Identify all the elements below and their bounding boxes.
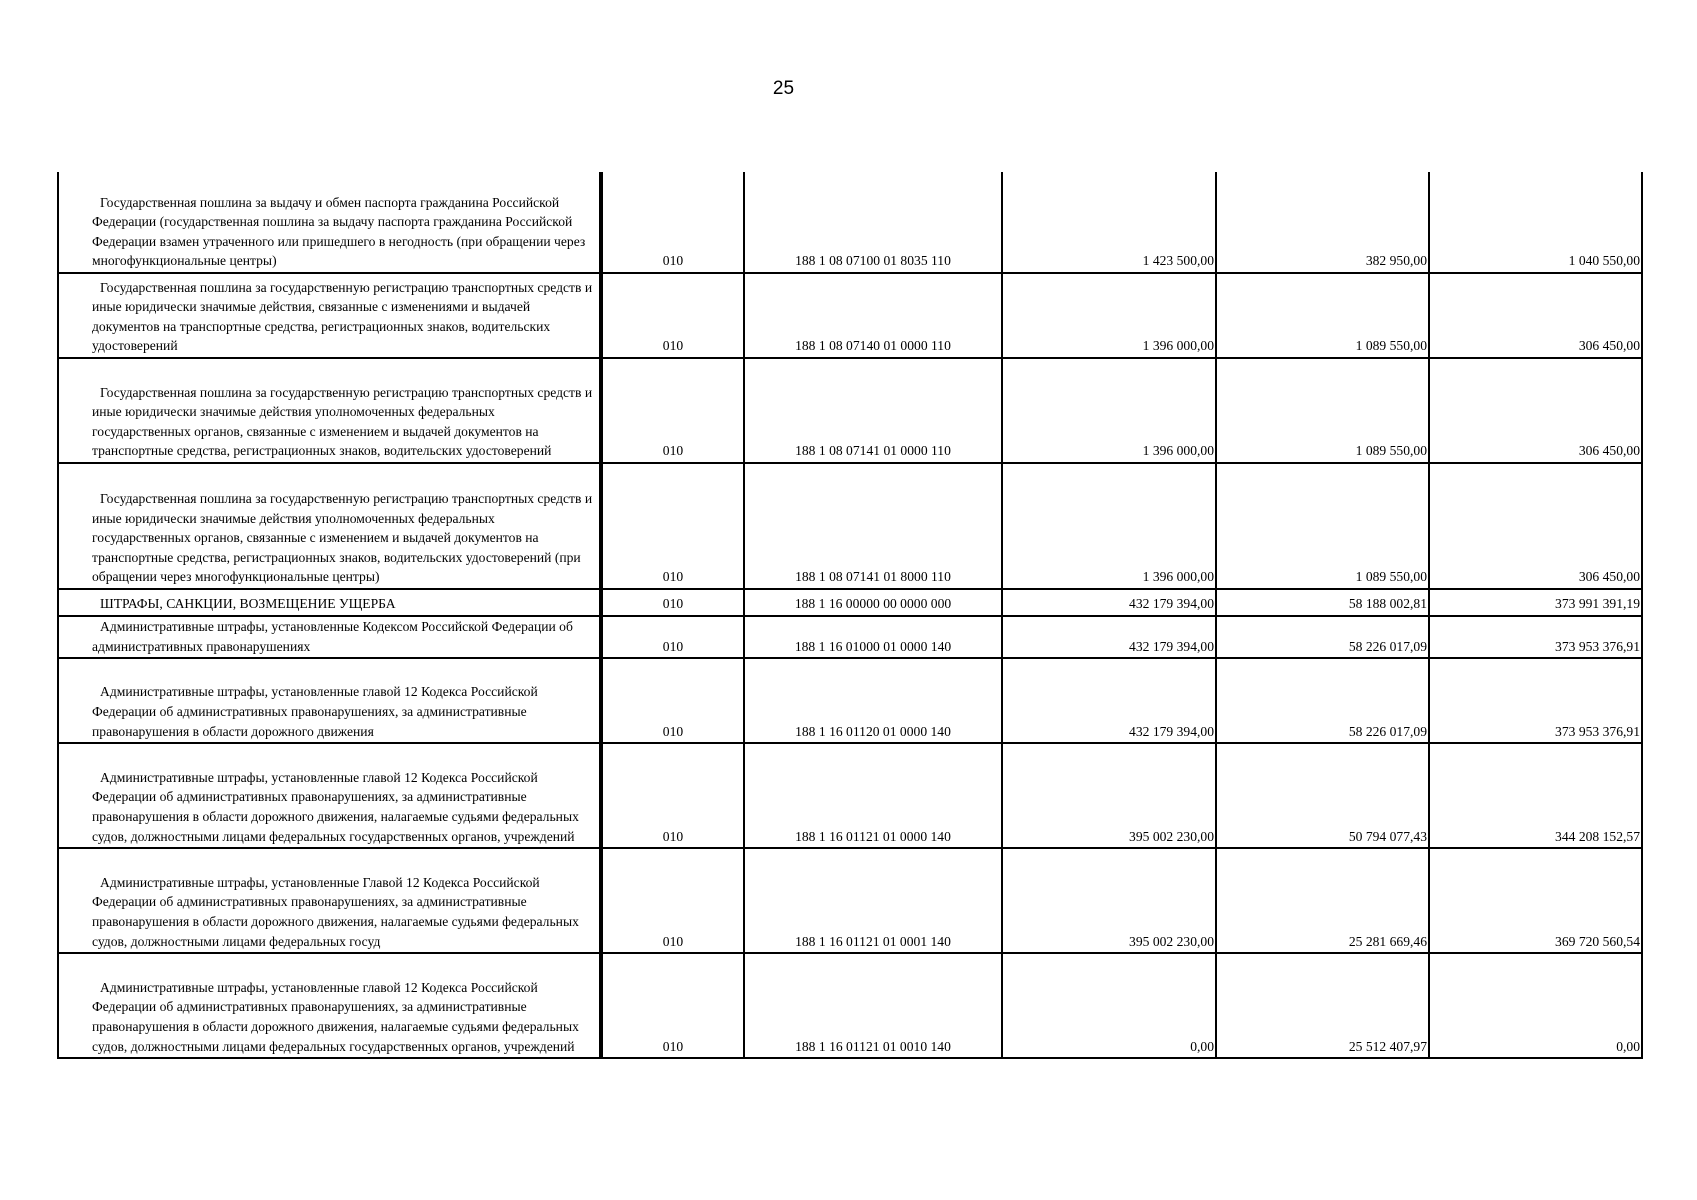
row-code: 010 — [601, 658, 744, 743]
page-number-text: 25 — [772, 78, 795, 99]
row-kbk: 188 1 16 01121 01 0010 140 — [744, 953, 1002, 1058]
row-approved: 395 002 230,00 — [1002, 848, 1216, 953]
row-unexecuted: 1 040 550,00 — [1429, 172, 1642, 273]
row-executed: 1 089 550,00 — [1216, 273, 1429, 358]
row-kbk: 188 1 08 07140 01 0000 110 — [744, 273, 1002, 358]
row-name: Административные штрафы, установленные главой 12 Кодекса Российской Федерации об административных правонарушениях, за административные правонарушения в области дорожного движения, налагаемые судьями федеральных судов, должностными лицами федеральных государственных органов, учреждений — [58, 743, 601, 848]
row-approved: 1 396 000,00 — [1002, 358, 1216, 463]
row-executed: 1 089 550,00 — [1216, 358, 1429, 463]
row-name: Административные штрафы, установленные главой 12 Кодекса Российской Федерации об административных правонарушениях, за административные правонарушения в области дорожного движения, налагаемые судьями федеральных судов, должностными лицами федеральных государственных органов, учреждений — [58, 953, 601, 1058]
table-row — [58, 848, 1642, 953]
row-name: Административные штрафы, установленные Главой 12 Кодекса Российской Федерации об административных правонарушениях, за административные правонарушения в области дорожного движения, налагаемые судьями федеральных судов, должностными лицами федеральных госуд — [58, 848, 601, 953]
row-code: 010 — [601, 589, 744, 616]
table-row — [58, 273, 1642, 358]
row-unexecuted: 306 450,00 — [1429, 273, 1642, 358]
table-row — [58, 589, 1642, 616]
row-unexecuted: 306 450,00 — [1429, 358, 1642, 463]
row-kbk: 188 1 16 01000 01 0000 140 — [744, 616, 1002, 658]
row-approved: 432 179 394,00 — [1002, 589, 1216, 616]
row-name: Государственная пошлина за государственную регистрацию транспортных средств и иные юридически значимые действия уполномоченных федеральных государственных органов, связанные с изменением и выдачей документов на транспортные средства, регистрационных знаков, водительских удостоверений (при обращении через многофункциональные центры) — [58, 463, 601, 589]
row-kbk: 188 1 08 07100 01 8035 110 — [744, 172, 1002, 273]
row-executed: 58 226 017,09 — [1216, 658, 1429, 743]
row-approved: 432 179 394,00 — [1002, 616, 1216, 658]
row-code: 010 — [601, 743, 744, 848]
row-code: 010 — [601, 848, 744, 953]
row-approved: 0,00 — [1002, 953, 1216, 1058]
row-unexecuted: 306 450,00 — [1429, 463, 1642, 589]
row-name: Государственная пошлина за государственную регистрацию транспортных средств и иные юридически значимые действия уполномоченных федеральных государственных органов, связанные с изменением и выдачей документов на транспортные средства, регистрационных знаков, водительских удостоверений — [58, 358, 601, 463]
row-executed: 58 226 017,09 — [1216, 616, 1429, 658]
row-code: 010 — [601, 953, 744, 1058]
table-row — [58, 172, 1642, 273]
row-kbk: 188 1 16 00000 00 0000 000 — [744, 589, 1002, 616]
row-kbk: 188 1 08 07141 01 8000 110 — [744, 463, 1002, 589]
table-row — [58, 743, 1642, 848]
table-row — [58, 463, 1642, 589]
row-unexecuted: 0,00 — [1429, 953, 1642, 1058]
row-executed: 25 281 669,46 — [1216, 848, 1429, 953]
table-row — [58, 658, 1642, 743]
row-code: 010 — [601, 273, 744, 358]
row-name: Государственная пошлина за выдачу и обмен паспорта гражданина Российской Федерации (государственная пошлина за выдачу паспорта гражданина Российской Федерации взамен утраченного или пришедшего в негодность (при обращении через многофункциональные центры) — [58, 172, 601, 273]
table-row — [58, 358, 1642, 463]
row-approved: 1 423 500,00 — [1002, 172, 1216, 273]
row-code: 010 — [601, 172, 744, 273]
row-name: Административные штрафы, установленные Кодексом Российской Федерации об административных правонарушениях — [58, 616, 601, 658]
row-name: Административные штрафы, установленные главой 12 Кодекса Российской Федерации об административных правонарушениях, за административные правонарушения в области дорожного движения — [58, 658, 601, 743]
row-unexecuted: 344 208 152,57 — [1429, 743, 1642, 848]
table-row — [58, 953, 1642, 1058]
row-executed: 58 188 002,81 — [1216, 589, 1429, 616]
row-unexecuted: 369 720 560,54 — [1429, 848, 1642, 953]
row-code: 010 — [601, 358, 744, 463]
revenue-table — [57, 172, 1643, 1059]
row-executed: 1 089 550,00 — [1216, 463, 1429, 589]
row-unexecuted: 373 953 376,91 — [1429, 616, 1642, 658]
row-unexecuted: 373 953 376,91 — [1429, 658, 1642, 743]
row-executed: 50 794 077,43 — [1216, 743, 1429, 848]
row-name: ШТРАФЫ, САНКЦИИ, ВОЗМЕЩЕНИЕ УЩЕРБА — [58, 589, 601, 616]
row-executed: 25 512 407,97 — [1216, 953, 1429, 1058]
row-approved: 1 396 000,00 — [1002, 463, 1216, 589]
row-approved: 1 396 000,00 — [1002, 273, 1216, 358]
row-kbk: 188 1 16 01121 01 0000 140 — [744, 743, 1002, 848]
row-approved: 432 179 394,00 — [1002, 658, 1216, 743]
row-code: 010 — [601, 616, 744, 658]
row-name: Государственная пошлина за государственную регистрацию транспортных средств и иные юридически значимые действия, связанные с изменениями и выдачей документов на транспортные средства, регистрационных знаков, водительских удостоверений — [58, 273, 601, 358]
row-kbk: 188 1 16 01121 01 0001 140 — [744, 848, 1002, 953]
row-unexecuted: 373 991 391,19 — [1429, 589, 1642, 616]
row-kbk: 188 1 08 07141 01 0000 110 — [744, 358, 1002, 463]
row-executed: 382 950,00 — [1216, 172, 1429, 273]
page-number — [0, 78, 1697, 100]
table-row — [58, 616, 1642, 658]
row-kbk: 188 1 16 01120 01 0000 140 — [744, 658, 1002, 743]
row-approved: 395 002 230,00 — [1002, 743, 1216, 848]
row-code: 010 — [601, 463, 744, 589]
